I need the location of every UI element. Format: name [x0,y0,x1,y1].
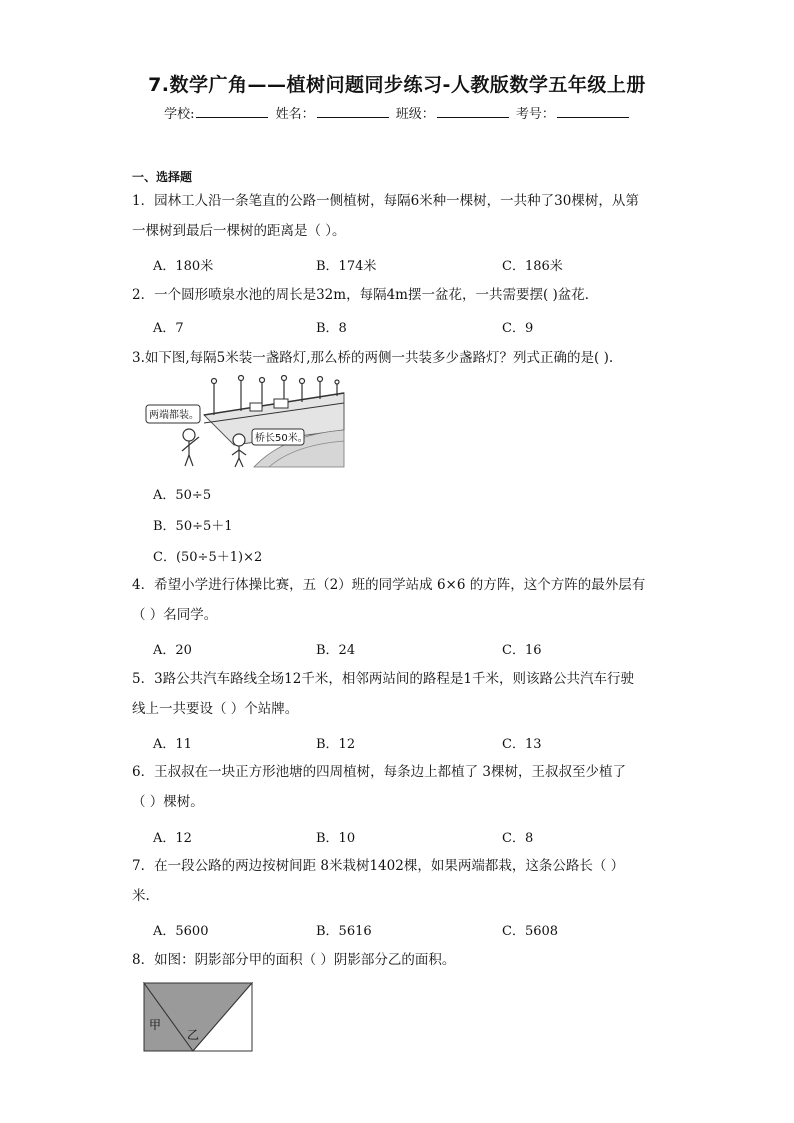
option-b[interactable]: B．174米 [316,259,377,274]
question-2 [132,280,672,310]
class-blank[interactable] [437,105,509,118]
shaded-area-figure [143,982,255,1054]
question-1 [132,186,672,246]
option-a[interactable]: A．20 [153,643,192,658]
option-a[interactable]: A．12 [153,831,192,846]
bridge-illustration [144,375,346,468]
option-c[interactable]: C．8 [502,831,534,846]
option-b[interactable]: B．12 [316,737,356,752]
question-text: 4．希望小学进行体操比赛，五（2）班的同学站成 6×6 的方阵，这个方阵的最外层有 [132,577,646,593]
option-c[interactable]: C．9 [502,321,534,336]
question-text: 8．如图：阴影部分甲的面积（ ）阴影部分乙的面积。 [132,952,456,968]
section-heading: 一、选择题 [132,170,193,184]
option-c[interactable]: C．(50÷5＋1)×2 [153,550,263,565]
page-title: 7.数学广角——植树问题同步练习-人教版数学五年级上册 [148,74,646,96]
question-4 [132,570,672,630]
student-info-line [0,103,794,122]
label-jia: 甲 [149,1018,162,1032]
option-a[interactable]: A．11 [153,737,192,752]
question-text: 7．在一段公路的两边按树间距 8米栽树1402棵，如果两端都栽，这条公路长（ ） [132,858,625,874]
question-7 [132,851,672,911]
option-b[interactable]: B．8 [316,321,347,336]
question-text: 5．3路公共汽车路线全场12千米，相邻两站间的路程是1千米，则该路公共汽车行驶 [132,671,634,687]
option-b[interactable]: B．50÷5＋1 [153,519,233,534]
label-yi: 乙 [187,1028,200,1042]
option-b[interactable]: B．5616 [316,924,372,939]
question-text: 6．王叔叔在一块正方形池塘的四周植树，每条边上都植了 3棵树，王叔叔至少植了 [132,764,626,780]
option-c[interactable]: C．16 [502,643,542,658]
option-a[interactable]: A．5600 [153,924,209,939]
school-blank[interactable] [196,105,268,118]
question-8 [132,945,672,975]
question-text: （ ）名同学。 [132,607,218,623]
name-blank[interactable] [317,105,389,118]
question-text: 一棵树到最后一棵树的距离是（ ）。 [132,223,346,239]
question-text: 3.如下图,每隔5米装一盏路灯,那么桥的两侧一共装多少盏路灯？列式正确的是( ). [132,350,614,366]
bubble-text-bridge-length: 桥长50米。 [255,433,308,444]
exam-no-label: 考号： [515,107,555,122]
question-text: （ ）棵树。 [132,794,204,810]
option-c[interactable]: C．13 [502,737,542,752]
option-a[interactable]: A．7 [153,321,184,336]
option-b[interactable]: B．24 [316,643,356,658]
option-a[interactable]: A．180米 [153,259,214,274]
question-6 [132,757,672,817]
question-text: 2．一个圆形喷泉水池的周长是32m，每隔4m摆一盆花，一共需要摆( )盆花． [132,287,599,303]
question-text: 线上一共要设（ ）个站牌。 [132,701,299,717]
name-label: 姓名： [275,107,315,122]
bubble-text-both-ends: 两端都装。 [149,410,199,421]
option-b[interactable]: B．10 [316,831,356,846]
question-5 [132,664,672,724]
school-label: 学校: [164,107,195,122]
option-c[interactable]: C．186米 [502,259,563,274]
option-a[interactable]: A．50÷5 [153,488,212,503]
question-text: 米. [132,888,150,904]
class-label: 班级： [395,107,435,122]
exam-no-blank[interactable] [557,105,629,118]
option-c[interactable]: C．5608 [502,924,559,939]
question-text: 1．园林工人沿一条笔直的公路一侧植树，每隔6米种一棵树，一共种了30棵树，从第 [132,193,639,209]
question-3 [132,343,672,373]
